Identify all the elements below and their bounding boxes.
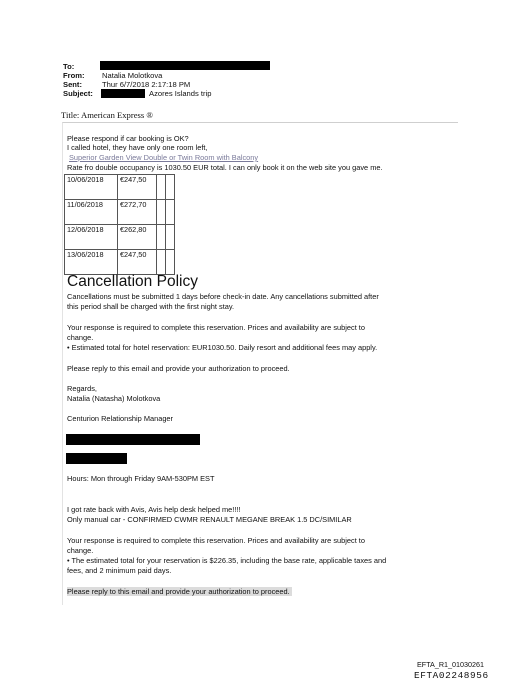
intro-line-2: I called hotel, they have only one room left, <box>67 143 208 152</box>
redaction-subject <box>101 89 145 98</box>
redaction-contact-2 <box>66 453 127 464</box>
car-reply-request: Please reply to this email and provide your authorization to proceed. <box>67 587 290 596</box>
rate-price: €262,80 <box>118 225 157 250</box>
table-row <box>65 250 175 275</box>
rate-date: 12/06/2018 <box>65 225 118 250</box>
cancellation-heading: Cancellation Policy <box>67 273 198 290</box>
empty-cell <box>157 175 166 200</box>
intro-line-1: Please respond if car booking is OK? <box>67 134 189 143</box>
office-hours: Hours: Mon through Friday 9AM-530PM EST <box>67 474 215 483</box>
rate-price: €247,50 <box>118 175 157 200</box>
rates-table <box>64 174 175 275</box>
efta-id: EFTA02248956 <box>414 670 489 681</box>
subject-value: Azores Islands trip <box>149 89 212 98</box>
room-link[interactable]: Superior Garden View Double or Twin Room with Balcony <box>69 153 259 162</box>
signer-name: Natalia (Natasha) Molotkova <box>67 394 161 403</box>
sent-value: Thur 6/7/2018 2:17:18 PM <box>102 80 191 89</box>
hotel-reply-request: Please reply to this email and provide your authorization to proceed. <box>67 364 290 373</box>
empty-cell <box>157 225 166 250</box>
redaction-contact-1 <box>66 434 200 445</box>
car-response-line-1: Your response is required to complete this reservation. Prices and availability are subject to <box>67 536 365 545</box>
intro-line-3: Rate fro double occupancy is 1030.50 EUR total. I can only book it on the web site you gave me. <box>67 163 383 172</box>
rate-price: €272,70 <box>118 200 157 225</box>
signer-role: Centurion Relationship Manager <box>67 414 173 423</box>
empty-cell <box>157 250 166 275</box>
redaction-to <box>100 61 270 70</box>
regards-text: Regards, <box>67 384 97 393</box>
car-estimate-bullet-2: fees, and 2 minimum paid days. <box>67 566 172 575</box>
empty-cell <box>157 200 166 225</box>
car-response-line-2: change. <box>67 546 94 555</box>
table-row <box>65 225 175 250</box>
car-line-1: I got rate back with Avis, Avis help desk helped me!!!! <box>67 505 241 514</box>
rate-date: 11/06/2018 <box>65 200 118 225</box>
hotel-response-line-2: change. <box>67 333 94 342</box>
cancellation-text-1: Cancellations must be submitted 1 days before check-in date. Any cancellations submitted after <box>67 292 379 301</box>
empty-cell <box>166 200 175 225</box>
rate-price: €247,50 <box>118 250 157 275</box>
to-label: To: <box>63 62 75 71</box>
table-row <box>65 175 175 200</box>
hotel-estimate-bullet: • Estimated total for hotel reservation: EUR1030.50. Daily resort and additional fees may apply. <box>67 343 378 352</box>
subject-label: Subject: <box>63 89 93 98</box>
empty-cell <box>166 175 175 200</box>
from-value: Natalia Molotkova <box>102 71 163 80</box>
document-title: Title: American Express ® <box>61 110 153 120</box>
from-label: From: <box>63 71 85 80</box>
hotel-response-line-1: Your response is required to complete this reservation. Prices and availability are subject to <box>67 323 365 332</box>
rate-date: 10/06/2018 <box>65 175 118 200</box>
sent-label: Sent: <box>63 80 82 89</box>
empty-cell <box>166 250 175 275</box>
car-line-2: Only manual car - CONFIRMED CWMR RENAULT MEGANE BREAK 1.5 DC/SIMILAR <box>67 515 352 524</box>
car-estimate-bullet-1: • The estimated total for your reservation is $226.35, including the base rate, applicable taxes and <box>67 556 387 565</box>
cancellation-text-2: this period shall be charged with the first night stay. <box>67 302 235 311</box>
empty-cell <box>166 225 175 250</box>
table-row <box>65 200 175 225</box>
rate-date: 13/06/2018 <box>65 250 118 275</box>
document-id: EFTA_R1_01030261 <box>417 660 484 669</box>
